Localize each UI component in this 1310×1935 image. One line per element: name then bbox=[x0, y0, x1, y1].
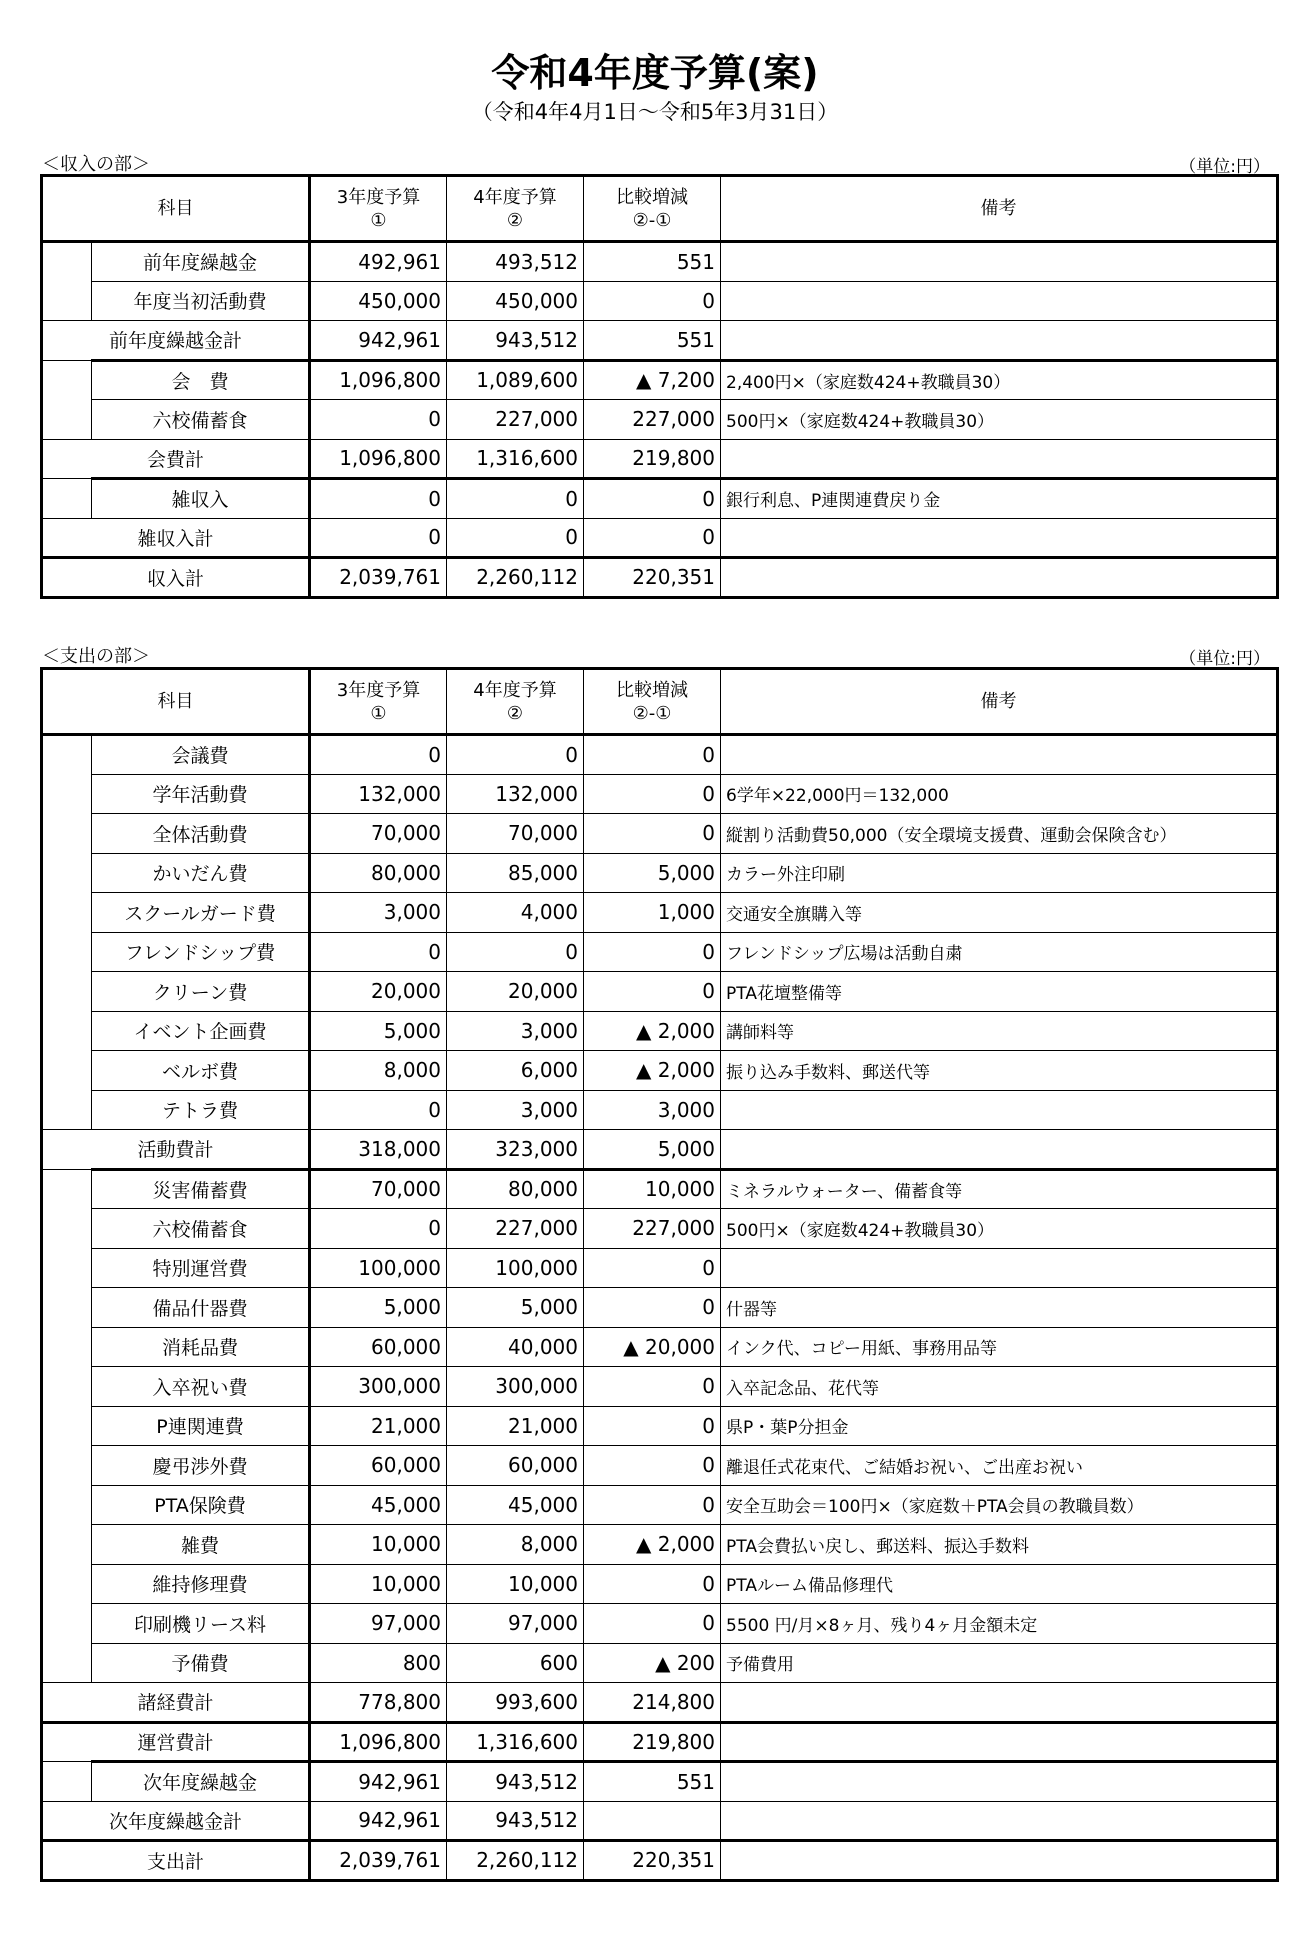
prev-budget-value: 778,800 bbox=[310, 1683, 447, 1723]
indent-cell bbox=[42, 1643, 92, 1683]
diff-value: 219,800 bbox=[584, 439, 721, 479]
expense-header-row bbox=[42, 669, 1278, 735]
indent-cell bbox=[42, 932, 92, 972]
table-row bbox=[42, 1406, 1278, 1446]
diff-value: 214,800 bbox=[584, 1683, 721, 1723]
note-text: PTAルーム備品修理代 bbox=[721, 1564, 1278, 1604]
income-header-row bbox=[42, 176, 1278, 242]
header-prev-budget bbox=[310, 669, 447, 735]
header-prev-budget-line2: ① bbox=[370, 209, 387, 231]
subtotal-row bbox=[42, 1801, 1278, 1841]
prev-budget-value: 97,000 bbox=[310, 1604, 447, 1644]
diff-value: 3,000 bbox=[584, 1090, 721, 1130]
note-text: 什器等 bbox=[721, 1288, 1278, 1328]
subtotal-row bbox=[42, 1683, 1278, 1723]
curr-budget-value: 21,000 bbox=[447, 1406, 584, 1446]
expense-section-label: ＜支出の部＞ bbox=[42, 646, 150, 667]
indent-cell bbox=[42, 1446, 92, 1486]
prev-budget-value: 80,000 bbox=[310, 853, 447, 893]
item-name: 年度当初活動費 bbox=[92, 281, 310, 321]
diff-value: 1,000 bbox=[584, 893, 721, 933]
indent-cell bbox=[42, 1011, 92, 1051]
total-name: 収入計 bbox=[42, 558, 310, 598]
table-row bbox=[42, 972, 1278, 1012]
subtotal-name: 前年度繰越金計 bbox=[42, 321, 310, 361]
indent-cell bbox=[42, 1288, 92, 1328]
note-text: 県P・葉P分担金 bbox=[721, 1406, 1278, 1446]
indent-cell bbox=[42, 774, 92, 814]
prev-budget-value: 21,000 bbox=[310, 1406, 447, 1446]
curr-budget-value: 227,000 bbox=[447, 400, 584, 440]
indent-cell bbox=[42, 1051, 92, 1091]
indent-cell bbox=[42, 1169, 92, 1209]
item-name: 会 費 bbox=[92, 360, 310, 400]
table-row bbox=[42, 1209, 1278, 1249]
table-row bbox=[42, 1604, 1278, 1644]
indent-cell bbox=[42, 893, 92, 933]
prev-budget-value: 70,000 bbox=[310, 1169, 447, 1209]
curr-budget-value: 943,512 bbox=[447, 321, 584, 361]
note-text: 銀行利息、P連関連費戻り金 bbox=[721, 479, 1278, 519]
diff-value: 220,351 bbox=[584, 558, 721, 598]
prev-budget-value: 8,000 bbox=[310, 1051, 447, 1091]
indent-cell bbox=[42, 360, 92, 400]
table-row bbox=[42, 400, 1278, 440]
prev-budget-value: 70,000 bbox=[310, 814, 447, 854]
prev-budget-value: 0 bbox=[310, 518, 447, 558]
curr-budget-value: 70,000 bbox=[447, 814, 584, 854]
note-text: 2,400円×（家庭数424+教職員30） bbox=[721, 360, 1278, 400]
header-item: 科目 bbox=[42, 669, 310, 735]
diff-value: 0 bbox=[584, 972, 721, 1012]
item-name: 雑収入 bbox=[92, 479, 310, 519]
note-text bbox=[721, 518, 1278, 558]
note-text: PTA花壇整備等 bbox=[721, 972, 1278, 1012]
item-name: かいだん費 bbox=[92, 853, 310, 893]
table-row bbox=[42, 1564, 1278, 1604]
note-text bbox=[721, 1841, 1278, 1881]
header-diff-line1: 比較増減 bbox=[616, 679, 688, 701]
prev-budget-value: 60,000 bbox=[310, 1446, 447, 1486]
item-name: P連関連費 bbox=[92, 1406, 310, 1446]
table-row bbox=[42, 479, 1278, 519]
header-prev-budget bbox=[310, 176, 447, 242]
note-text bbox=[721, 1801, 1278, 1841]
item-name: 維持修理費 bbox=[92, 1564, 310, 1604]
curr-budget-value: 3,000 bbox=[447, 1011, 584, 1051]
prev-budget-value: 100,000 bbox=[310, 1248, 447, 1288]
prev-budget-value: 450,000 bbox=[310, 281, 447, 321]
indent-cell bbox=[42, 242, 92, 282]
note-text: 交通安全旗購入等 bbox=[721, 893, 1278, 933]
indent-cell bbox=[42, 281, 92, 321]
table-row bbox=[42, 242, 1278, 282]
indent-cell bbox=[42, 853, 92, 893]
diff-value: 220,351 bbox=[584, 1841, 721, 1881]
item-name: 消耗品費 bbox=[92, 1327, 310, 1367]
note-text: 縦割り活動費50,000（安全環境支援費、運動会保険含む） bbox=[721, 814, 1278, 854]
note-text: 5500 円/月×8ヶ月、残り4ヶ月金額未定 bbox=[721, 1604, 1278, 1644]
expense-table bbox=[40, 667, 1279, 1882]
curr-budget-value: 600 bbox=[447, 1643, 584, 1683]
note-text bbox=[721, 242, 1278, 282]
item-name: 備品什器費 bbox=[92, 1288, 310, 1328]
prev-budget-value: 800 bbox=[310, 1643, 447, 1683]
income-table bbox=[40, 174, 1279, 599]
subtotal-name: 活動費計 bbox=[42, 1130, 310, 1170]
diff-value: 0 bbox=[584, 1406, 721, 1446]
curr-budget-value: 6,000 bbox=[447, 1051, 584, 1091]
indent-cell bbox=[42, 1525, 92, 1565]
diff-value: 10,000 bbox=[584, 1169, 721, 1209]
diff-value: 0 bbox=[584, 281, 721, 321]
diff-value: 551 bbox=[584, 1762, 721, 1802]
prev-budget-value: 1,096,800 bbox=[310, 439, 447, 479]
prev-budget-value: 0 bbox=[310, 400, 447, 440]
curr-budget-value: 0 bbox=[447, 932, 584, 972]
diff-value: 5,000 bbox=[584, 1130, 721, 1170]
header-diff-line1: 比較増減 bbox=[616, 186, 688, 208]
curr-budget-value: 227,000 bbox=[447, 1209, 584, 1249]
table-row bbox=[42, 1643, 1278, 1683]
item-name: ベルボ費 bbox=[92, 1051, 310, 1091]
total-row bbox=[42, 558, 1278, 598]
diff-value: 0 bbox=[584, 518, 721, 558]
prev-budget-value: 132,000 bbox=[310, 774, 447, 814]
note-text: フレンドシップ広場は活動自粛 bbox=[721, 932, 1278, 972]
diff-value: 0 bbox=[584, 1564, 721, 1604]
subtotal-name: 次年度繰越金計 bbox=[42, 1801, 310, 1841]
diff-value: 0 bbox=[584, 735, 721, 775]
header-curr-budget bbox=[447, 176, 584, 242]
item-name: 学年活動費 bbox=[92, 774, 310, 814]
header-curr-budget bbox=[447, 669, 584, 735]
item-name: 入卒祝い費 bbox=[92, 1367, 310, 1407]
curr-budget-value: 0 bbox=[447, 518, 584, 558]
header-curr-budget-line1: 4年度予算 bbox=[473, 679, 557, 701]
income-unit-label: （単位:円） bbox=[1179, 157, 1270, 177]
diff-value: 0 bbox=[584, 932, 721, 972]
curr-budget-value: 132,000 bbox=[447, 774, 584, 814]
item-name: 六校備蓄食 bbox=[92, 1209, 310, 1249]
curr-budget-value: 80,000 bbox=[447, 1169, 584, 1209]
prev-budget-value: 0 bbox=[310, 735, 447, 775]
diff-value: ▲ 200 bbox=[584, 1643, 721, 1683]
curr-budget-value: 0 bbox=[447, 735, 584, 775]
curr-budget-value: 3,000 bbox=[447, 1090, 584, 1130]
note-text: 予備費用 bbox=[721, 1643, 1278, 1683]
indent-cell bbox=[42, 479, 92, 519]
item-name: 雑費 bbox=[92, 1525, 310, 1565]
prev-budget-value: 5,000 bbox=[310, 1288, 447, 1328]
prev-budget-value: 0 bbox=[310, 932, 447, 972]
header-curr-budget-line2: ② bbox=[506, 209, 524, 231]
prev-budget-value: 0 bbox=[310, 1209, 447, 1249]
table-row bbox=[42, 1011, 1278, 1051]
item-name: クリーン費 bbox=[92, 972, 310, 1012]
prev-budget-value: 10,000 bbox=[310, 1564, 447, 1604]
note-text: インク代、コピー用紙、事務用品等 bbox=[721, 1327, 1278, 1367]
header-diff-line2: ②-① bbox=[632, 209, 672, 231]
note-text bbox=[721, 1090, 1278, 1130]
diff-value: 0 bbox=[584, 1248, 721, 1288]
table-row bbox=[42, 1762, 1278, 1802]
prev-budget-value: 45,000 bbox=[310, 1485, 447, 1525]
curr-budget-value: 1,316,600 bbox=[447, 439, 584, 479]
prev-budget-value: 942,961 bbox=[310, 1801, 447, 1841]
note-text bbox=[721, 321, 1278, 361]
curr-budget-value: 85,000 bbox=[447, 853, 584, 893]
note-text: PTA会費払い戻し、郵送料、振込手数料 bbox=[721, 1525, 1278, 1565]
prev-budget-value: 10,000 bbox=[310, 1525, 447, 1565]
total-name: 支出計 bbox=[42, 1841, 310, 1881]
indent-cell bbox=[42, 1248, 92, 1288]
prev-budget-value: 20,000 bbox=[310, 972, 447, 1012]
prev-budget-value: 1,096,800 bbox=[310, 1722, 447, 1762]
note-text bbox=[721, 439, 1278, 479]
diff-value: 0 bbox=[584, 1367, 721, 1407]
note-text bbox=[721, 1722, 1278, 1762]
prev-budget-value: 2,039,761 bbox=[310, 1841, 447, 1881]
prev-budget-value: 318,000 bbox=[310, 1130, 447, 1170]
prev-budget-value: 60,000 bbox=[310, 1327, 447, 1367]
header-diff bbox=[584, 669, 721, 735]
curr-budget-value: 2,260,112 bbox=[447, 1841, 584, 1881]
note-text bbox=[721, 1762, 1278, 1802]
note-text: ミネラルウォーター、備蓄食等 bbox=[721, 1169, 1278, 1209]
prev-budget-value: 0 bbox=[310, 479, 447, 519]
note-text bbox=[721, 1248, 1278, 1288]
diff-value: 0 bbox=[584, 1604, 721, 1644]
indent-cell bbox=[42, 814, 92, 854]
curr-budget-value: 60,000 bbox=[447, 1446, 584, 1486]
curr-budget-value: 300,000 bbox=[447, 1367, 584, 1407]
item-name: フレンドシップ費 bbox=[92, 932, 310, 972]
subtotal-row bbox=[42, 518, 1278, 558]
diff-value: 0 bbox=[584, 814, 721, 854]
table-row bbox=[42, 735, 1278, 775]
table-row bbox=[42, 1485, 1278, 1525]
indent-cell bbox=[42, 1209, 92, 1249]
table-row bbox=[42, 774, 1278, 814]
header-curr-budget-line2: ② bbox=[506, 702, 524, 724]
header-note: 備考 bbox=[721, 176, 1278, 242]
subtotal-row bbox=[42, 321, 1278, 361]
diff-value: 0 bbox=[584, 479, 721, 519]
note-text: 6学年×22,000円＝132,000 bbox=[721, 774, 1278, 814]
curr-budget-value: 45,000 bbox=[447, 1485, 584, 1525]
diff-value: 0 bbox=[584, 1446, 721, 1486]
indent-cell bbox=[42, 400, 92, 440]
table-row bbox=[42, 1446, 1278, 1486]
diff-value: ▲ 2,000 bbox=[584, 1525, 721, 1565]
diff-value: ▲ 2,000 bbox=[584, 1011, 721, 1051]
table-row bbox=[42, 814, 1278, 854]
note-text: カラー外注印刷 bbox=[721, 853, 1278, 893]
item-name: 全体活動費 bbox=[92, 814, 310, 854]
total-name: 運営費計 bbox=[42, 1722, 310, 1762]
prev-budget-value: 942,961 bbox=[310, 1762, 447, 1802]
curr-budget-value: 100,000 bbox=[447, 1248, 584, 1288]
subtotal-row bbox=[42, 439, 1278, 479]
table-row bbox=[42, 1288, 1278, 1328]
curr-budget-value: 943,512 bbox=[447, 1801, 584, 1841]
note-text bbox=[721, 1683, 1278, 1723]
curr-budget-value: 323,000 bbox=[447, 1130, 584, 1170]
diff-value: ▲ 7,200 bbox=[584, 360, 721, 400]
income-section-label: ＜収入の部＞ bbox=[42, 154, 150, 175]
indent-cell bbox=[42, 1604, 92, 1644]
page-title: 令和4年度予算(案) bbox=[491, 51, 819, 95]
curr-budget-value: 0 bbox=[447, 479, 584, 519]
item-name: 六校備蓄食 bbox=[92, 400, 310, 440]
note-text bbox=[721, 281, 1278, 321]
period-subtitle: （令和4年4月1日～令和5年3月31日） bbox=[471, 100, 839, 124]
indent-cell bbox=[42, 735, 92, 775]
indent-cell bbox=[42, 972, 92, 1012]
total-row bbox=[42, 1841, 1278, 1881]
indent-cell bbox=[42, 1367, 92, 1407]
table-row bbox=[42, 1327, 1278, 1367]
item-name: 特別運営費 bbox=[92, 1248, 310, 1288]
subtotal-name: 雑収入計 bbox=[42, 518, 310, 558]
header-prev-budget-line1: 3年度予算 bbox=[336, 679, 421, 701]
expense-unit-label: （単位:円） bbox=[1179, 649, 1270, 669]
prev-budget-value: 1,096,800 bbox=[310, 360, 447, 400]
note-text: 入卒記念品、花代等 bbox=[721, 1367, 1278, 1407]
diff-value: 551 bbox=[584, 242, 721, 282]
table-row bbox=[42, 1090, 1278, 1130]
item-name: 会議費 bbox=[92, 735, 310, 775]
curr-budget-value: 8,000 bbox=[447, 1525, 584, 1565]
header-diff bbox=[584, 176, 721, 242]
curr-budget-value: 943,512 bbox=[447, 1762, 584, 1802]
note-text: 振り込み手数料、郵送代等 bbox=[721, 1051, 1278, 1091]
prev-budget-value: 3,000 bbox=[310, 893, 447, 933]
prev-budget-value: 2,039,761 bbox=[310, 558, 447, 598]
note-text: 離退任式花束代、ご結婚お祝い、ご出産お祝い bbox=[721, 1446, 1278, 1486]
note-text: 500円×（家庭数424+教職員30） bbox=[721, 400, 1278, 440]
table-row bbox=[42, 1248, 1278, 1288]
prev-budget-value: 492,961 bbox=[310, 242, 447, 282]
diff-value: 0 bbox=[584, 1485, 721, 1525]
curr-budget-value: 493,512 bbox=[447, 242, 584, 282]
curr-budget-value: 1,089,600 bbox=[447, 360, 584, 400]
item-name: イベント企画費 bbox=[92, 1011, 310, 1051]
header-note: 備考 bbox=[721, 669, 1278, 735]
note-text: 講師料等 bbox=[721, 1011, 1278, 1051]
curr-budget-value: 10,000 bbox=[447, 1564, 584, 1604]
item-name: スクールガード費 bbox=[92, 893, 310, 933]
diff-value bbox=[584, 1801, 721, 1841]
header-prev-budget-line2: ① bbox=[370, 702, 387, 724]
header-curr-budget-line1: 4年度予算 bbox=[473, 186, 557, 208]
table-row bbox=[42, 1367, 1278, 1407]
note-text bbox=[721, 1130, 1278, 1170]
diff-value: 227,000 bbox=[584, 1209, 721, 1249]
table-row bbox=[42, 932, 1278, 972]
prev-budget-value: 5,000 bbox=[310, 1011, 447, 1051]
diff-value: ▲ 20,000 bbox=[584, 1327, 721, 1367]
item-name: テトラ費 bbox=[92, 1090, 310, 1130]
subtotal-row bbox=[42, 1130, 1278, 1170]
curr-budget-value: 993,600 bbox=[447, 1683, 584, 1723]
table-row bbox=[42, 1525, 1278, 1565]
item-name: 災害備蓄費 bbox=[92, 1169, 310, 1209]
item-name: 前年度繰越金 bbox=[92, 242, 310, 282]
expense-body bbox=[42, 735, 1278, 1881]
item-name: PTA保険費 bbox=[92, 1485, 310, 1525]
curr-budget-value: 40,000 bbox=[447, 1327, 584, 1367]
curr-budget-value: 450,000 bbox=[447, 281, 584, 321]
header-prev-budget-line1: 3年度予算 bbox=[336, 186, 421, 208]
subtotal-name: 会費計 bbox=[42, 439, 310, 479]
table-row bbox=[42, 853, 1278, 893]
note-text bbox=[721, 735, 1278, 775]
total-row bbox=[42, 1722, 1278, 1762]
indent-cell bbox=[42, 1485, 92, 1525]
diff-value: ▲ 2,000 bbox=[584, 1051, 721, 1091]
prev-budget-value: 300,000 bbox=[310, 1367, 447, 1407]
curr-budget-value: 2,260,112 bbox=[447, 558, 584, 598]
table-row bbox=[42, 281, 1278, 321]
diff-value: 5,000 bbox=[584, 853, 721, 893]
subtotal-name: 諸経費計 bbox=[42, 1683, 310, 1723]
note-text: 500円×（家庭数424+教職員30） bbox=[721, 1209, 1278, 1249]
diff-value: 551 bbox=[584, 321, 721, 361]
curr-budget-value: 1,316,600 bbox=[447, 1722, 584, 1762]
note-text: 安全互助会＝100円×（家庭数＋PTA会員の教職員数） bbox=[721, 1485, 1278, 1525]
indent-cell bbox=[42, 1327, 92, 1367]
item-name: 次年度繰越金 bbox=[92, 1762, 310, 1802]
diff-value: 219,800 bbox=[584, 1722, 721, 1762]
table-row bbox=[42, 1169, 1278, 1209]
prev-budget-value: 0 bbox=[310, 1090, 447, 1130]
indent-cell bbox=[42, 1090, 92, 1130]
table-row bbox=[42, 360, 1278, 400]
curr-budget-value: 5,000 bbox=[447, 1288, 584, 1328]
table-row bbox=[42, 1051, 1278, 1091]
note-text bbox=[721, 558, 1278, 598]
diff-value: 0 bbox=[584, 774, 721, 814]
diff-value: 227,000 bbox=[584, 400, 721, 440]
indent-cell bbox=[42, 1564, 92, 1604]
diff-value: 0 bbox=[584, 1288, 721, 1328]
curr-budget-value: 4,000 bbox=[447, 893, 584, 933]
header-item: 科目 bbox=[42, 176, 310, 242]
income-body bbox=[42, 242, 1278, 598]
item-name: 慶弔渉外費 bbox=[92, 1446, 310, 1486]
indent-cell bbox=[42, 1406, 92, 1446]
header-diff-line2: ②-① bbox=[632, 702, 672, 724]
curr-budget-value: 97,000 bbox=[447, 1604, 584, 1644]
curr-budget-value: 20,000 bbox=[447, 972, 584, 1012]
prev-budget-value: 942,961 bbox=[310, 321, 447, 361]
table-row bbox=[42, 893, 1278, 933]
indent-cell bbox=[42, 1762, 92, 1802]
item-name: 印刷機リース料 bbox=[92, 1604, 310, 1644]
item-name: 予備費 bbox=[92, 1643, 310, 1683]
